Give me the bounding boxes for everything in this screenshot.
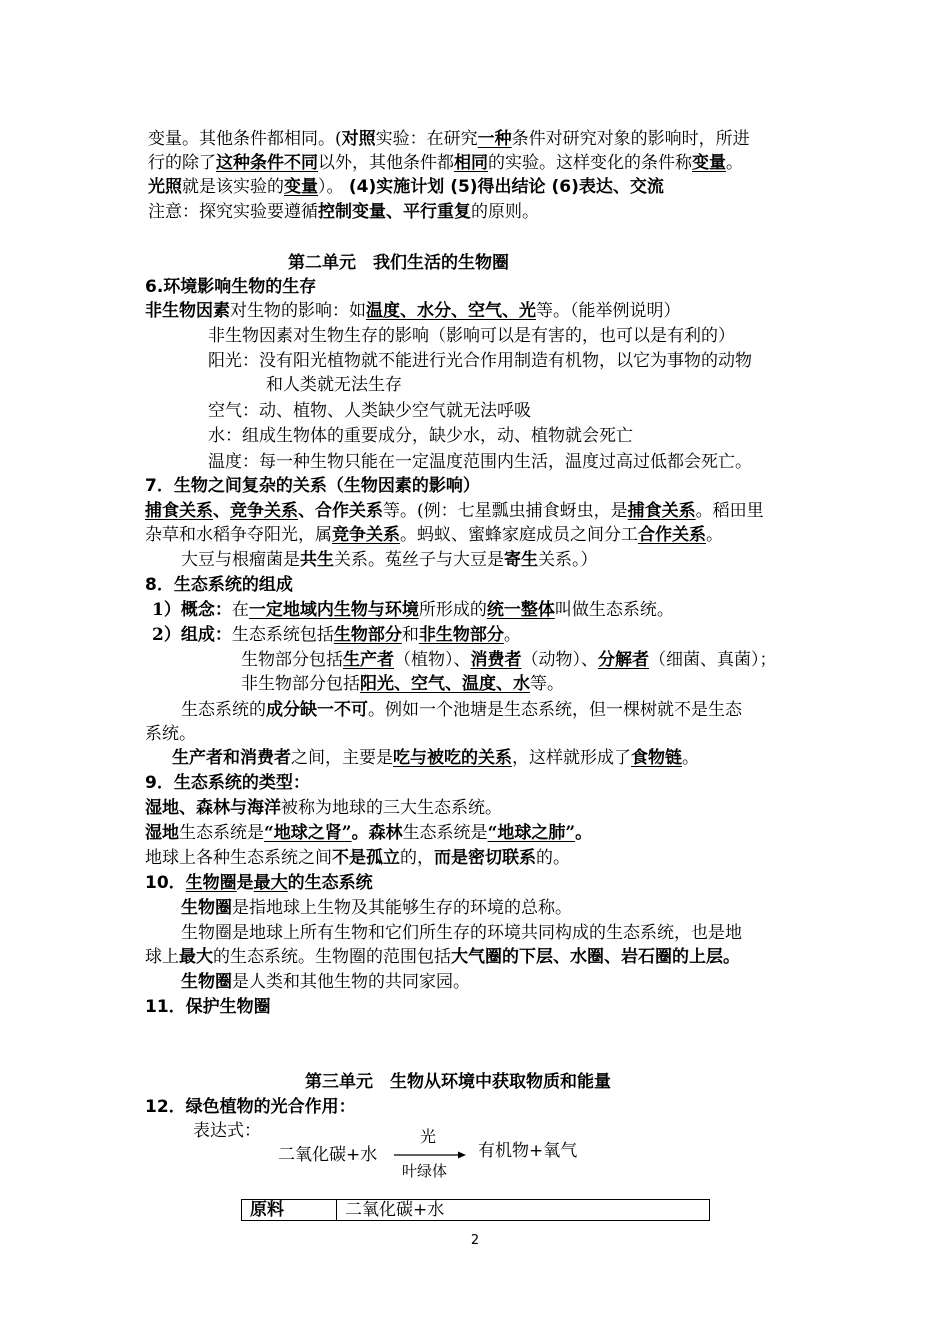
text: 以外，其他条件都 xyxy=(318,153,454,173)
section-10-line-3 xyxy=(145,945,740,969)
unit3-title: 第三单元 生物从环境中获取物质和能量 xyxy=(305,1072,611,1092)
text: 。蚂蚁、蜜蜂家庭成员之间分工 xyxy=(400,525,638,545)
section-10-line-2: 生物圈是地球上所有生物和它们所生存的环境共同构成的生态系统，也是地 xyxy=(181,923,742,943)
keyword-same: 相同 xyxy=(454,153,488,173)
reaction-arrow xyxy=(394,1151,466,1159)
text: 的。 xyxy=(536,848,570,868)
intro-line-1 xyxy=(148,127,750,151)
text: 就是该实验的 xyxy=(182,177,284,197)
keyword-eat-relation: 吃与被吃的关系 xyxy=(393,748,512,768)
section-8-line-3 xyxy=(241,648,777,672)
text: 球上 xyxy=(145,947,179,967)
expression-label: 表达式： xyxy=(193,1121,261,1141)
table-cell-label: 原料 xyxy=(242,1200,337,1221)
text: 等。（能举例说明） xyxy=(536,301,681,321)
text: （植物）、 xyxy=(394,650,471,670)
text: 。 xyxy=(726,153,743,173)
label: 1）概念： xyxy=(152,600,232,620)
text: 是指地球上生物及其能够生存的环境的总称。 xyxy=(232,898,572,918)
raw-materials-table xyxy=(241,1199,710,1221)
text: 、 xyxy=(298,501,315,521)
section-6-line-4: 和人类就无法生存 xyxy=(266,375,402,395)
keyword-consumer: 消费者 xyxy=(470,650,522,670)
text: 非生物部分包括 xyxy=(241,674,360,694)
keyword-symbiosis: 共生 xyxy=(300,550,334,570)
text: 。例如一个池塘是生态系统，但一棵树就不是生态 xyxy=(368,700,742,720)
text: 。稻田里 xyxy=(695,501,764,521)
keyword-control: 对照 xyxy=(341,129,376,149)
text: 生态系统的 xyxy=(181,700,266,720)
keyword-biosphere: 生物圈 xyxy=(185,873,237,893)
section-10-line-4 xyxy=(181,970,470,994)
keyword-wetland: 湿地 xyxy=(145,823,179,843)
text: 生态系统包括 xyxy=(231,625,334,645)
text: 。 xyxy=(575,823,593,843)
table-cell-value: 二氧化碳+水 xyxy=(337,1200,710,1221)
text: 的生态系统。生物圈的范围包括 xyxy=(213,947,451,967)
text: 关系。菟丝子与大豆是 xyxy=(334,550,504,570)
keyword-cooperation: 合作关系 xyxy=(315,501,383,521)
section-7-line-2 xyxy=(145,523,723,547)
keyword-condition-different: 这种条件不同 xyxy=(216,153,318,173)
condition-chloroplast: 叶绿体 xyxy=(402,1162,448,1180)
text: 行的除了 xyxy=(148,153,216,173)
section-10-heading xyxy=(145,871,373,895)
text: 关系。） xyxy=(538,550,598,570)
section-8-line-7 xyxy=(172,746,699,770)
intro-line-3 xyxy=(148,175,664,199)
section-6-line-1 xyxy=(145,299,681,323)
section-7-line-1 xyxy=(145,499,764,523)
section-9-line-1 xyxy=(145,796,502,820)
text: 注意：探究实验要遵循 xyxy=(148,202,318,222)
text: 在 xyxy=(231,600,249,620)
keyword-whole: 统一整体 xyxy=(486,600,555,620)
text: ，这样就形成了 xyxy=(512,748,631,768)
text: 。 xyxy=(682,748,699,768)
keyword-largest: 最大 xyxy=(253,873,288,893)
keyword-cooperation: 合作关系 xyxy=(638,525,706,545)
keyword-biosphere: 生物圈 xyxy=(181,972,232,992)
text: 的， xyxy=(400,848,434,868)
section-8-line-6: 系统。 xyxy=(145,724,196,744)
keyword-abiotic-list: 阳光、空气、温度、水 xyxy=(360,674,530,694)
section-6-line-5: 空气：动、植物、人类缺少空气就无法呼吸 xyxy=(208,401,531,421)
keyword-decomposer: 分解者 xyxy=(598,650,649,670)
text: 是人类和其他生物的共同家园。 xyxy=(232,972,470,992)
condition-light: 光 xyxy=(420,1127,437,1146)
section-6-line-3: 阳光：没有阳光植物就不能进行光合作用制造有机物，以它为事物的动物 xyxy=(208,351,752,371)
text: 所形成的 xyxy=(418,600,487,620)
keyword-biosphere: 生物圈 xyxy=(181,898,232,918)
keyword-abiotic: 非生物因素 xyxy=(145,301,230,321)
section-11-heading: 11．保护生物圈 xyxy=(145,997,271,1017)
section-6-line-2: 非生物因素对生物生存的影响（影响可以是有害的，也可以是有利的） xyxy=(208,326,735,346)
keyword-competition: 竞争关系 xyxy=(332,525,400,545)
section-10-line-1 xyxy=(181,896,572,920)
keyword-food-chain: 食物链 xyxy=(631,748,682,768)
keyword-variable: 变量 xyxy=(692,153,726,173)
keyword-region: 一定地域内 xyxy=(248,600,334,620)
intro-line-4 xyxy=(148,200,539,224)
text: （细菌、真菌）； xyxy=(649,650,777,670)
table-row xyxy=(242,1200,710,1221)
text: 杂草和水稻争夺阳光，属 xyxy=(145,525,332,545)
text: 。 xyxy=(723,947,740,967)
keyword-abiotic: 非生物部分 xyxy=(418,625,504,645)
text: 地球上各种生态系统之间 xyxy=(145,848,332,868)
section-9-line-2 xyxy=(145,821,592,845)
text: 等。(例：七星瓢虫捕食蚜虫，是 xyxy=(383,501,628,521)
text: 生物部分包括 xyxy=(241,650,343,670)
text: 生态系统是 xyxy=(179,823,264,843)
text: ）。 xyxy=(318,177,349,197)
text: 对生物的影响：如 xyxy=(230,301,366,321)
keyword-three-ecosystems: 湿地、森林与海洋 xyxy=(145,798,281,818)
text: 。 xyxy=(706,525,723,545)
keyword-one-condition: 一种 xyxy=(477,129,512,149)
text: 和 xyxy=(401,625,419,645)
keyword-producers-consumers: 生产者和消费者 xyxy=(172,748,291,768)
text: （动物）、 xyxy=(521,650,598,670)
keyword-earth-kidney: “地球之肾” xyxy=(264,823,352,843)
unit2-title: 第二单元 我们生活的生物圈 xyxy=(288,253,509,273)
section-7-heading: 7．生物之间复杂的关系（生物因素的影响） xyxy=(145,476,480,496)
photosynthesis-formula xyxy=(278,1124,598,1182)
section-7-line-3 xyxy=(181,548,598,572)
section-8-concept xyxy=(152,598,674,622)
keyword-earth-lung: “地球之肺” xyxy=(487,823,576,843)
section-8-heading: 8．生态系统的组成 xyxy=(145,575,293,595)
keyword-biotic: 生物部分 xyxy=(333,625,402,645)
text: 实验：在研究 xyxy=(375,129,478,149)
section-8-line-5 xyxy=(181,698,742,722)
keyword-variable: 变量 xyxy=(284,177,318,197)
text: 10． xyxy=(145,873,186,893)
label: 2）组成： xyxy=(152,625,232,645)
keyword-principles: 控制变量、平行重复 xyxy=(318,202,471,222)
section-9-line-3 xyxy=(145,846,570,870)
section-8-line-4 xyxy=(241,672,564,696)
section-6-line-6: 水：组成生物体的重要成分，缺少水，动、植物就会死亡 xyxy=(208,426,633,446)
section-9-heading: 9．生态系统的类型： xyxy=(145,773,310,793)
text: 的实验。这样变化的条件称 xyxy=(488,153,692,173)
text: 。 xyxy=(351,823,369,843)
text: 的生态系统 xyxy=(287,873,373,893)
section-6-heading: 6.环境影响生物的生存 xyxy=(145,277,317,297)
keyword-bio-env: 生物与环境 xyxy=(333,600,419,620)
keyword-largest: 最大 xyxy=(179,947,213,967)
text: 之间，主要是 xyxy=(291,748,393,768)
section-12-heading: 12．绿色植物的光合作用： xyxy=(145,1097,356,1117)
text: 叫做生态系统。 xyxy=(554,600,674,620)
keyword-biosphere-range: 大气圈的下层、水圈、岩石圈的上层 xyxy=(451,947,723,967)
keyword-closely-linked: 而是密切联系 xyxy=(434,848,536,868)
keyword-light: 光照 xyxy=(148,177,182,197)
page-number: 2 xyxy=(470,1233,480,1248)
text: 。 xyxy=(503,625,521,645)
text: 、 xyxy=(213,501,230,521)
keyword-competition: 竞争关系 xyxy=(230,501,298,521)
text: 大豆与根瘤菌是 xyxy=(181,550,300,570)
reactants: 二氧化碳+水 xyxy=(278,1145,378,1165)
keyword-not-isolated: 不是孤立 xyxy=(332,848,400,868)
keyword-producer: 生产者 xyxy=(343,650,394,670)
keyword-predation: 捕食关系 xyxy=(145,501,213,521)
text: 被称为地球的三大生态系统。 xyxy=(281,798,502,818)
section-8-composition xyxy=(152,623,521,647)
keyword-factors: 温度、水分、空气、光 xyxy=(366,301,536,321)
products: 有机物+氧气 xyxy=(478,1141,578,1161)
keyword-indispensable: 成分缺一不可 xyxy=(266,700,368,720)
steps-text: (4)实施计划 (5)得出结论 (6)表达、交流 xyxy=(348,177,664,197)
text: 是 xyxy=(236,873,254,893)
text: 变量。其他条件都相同。( xyxy=(148,129,342,149)
text: 生态系统是 xyxy=(402,823,488,843)
intro-line-2 xyxy=(148,151,743,175)
text: 等。 xyxy=(530,674,564,694)
keyword-predation: 捕食关系 xyxy=(627,501,696,521)
section-6-line-7: 温度：每一种生物只能在一定温度范围内生活，温度过高过低都会死亡。 xyxy=(208,452,752,472)
keyword-parasitism: 寄生 xyxy=(504,550,538,570)
keyword-forest: 森林 xyxy=(368,823,403,843)
text: 的原则。 xyxy=(471,202,539,222)
text: 条件对研究对象的影响时，所进 xyxy=(511,129,750,149)
